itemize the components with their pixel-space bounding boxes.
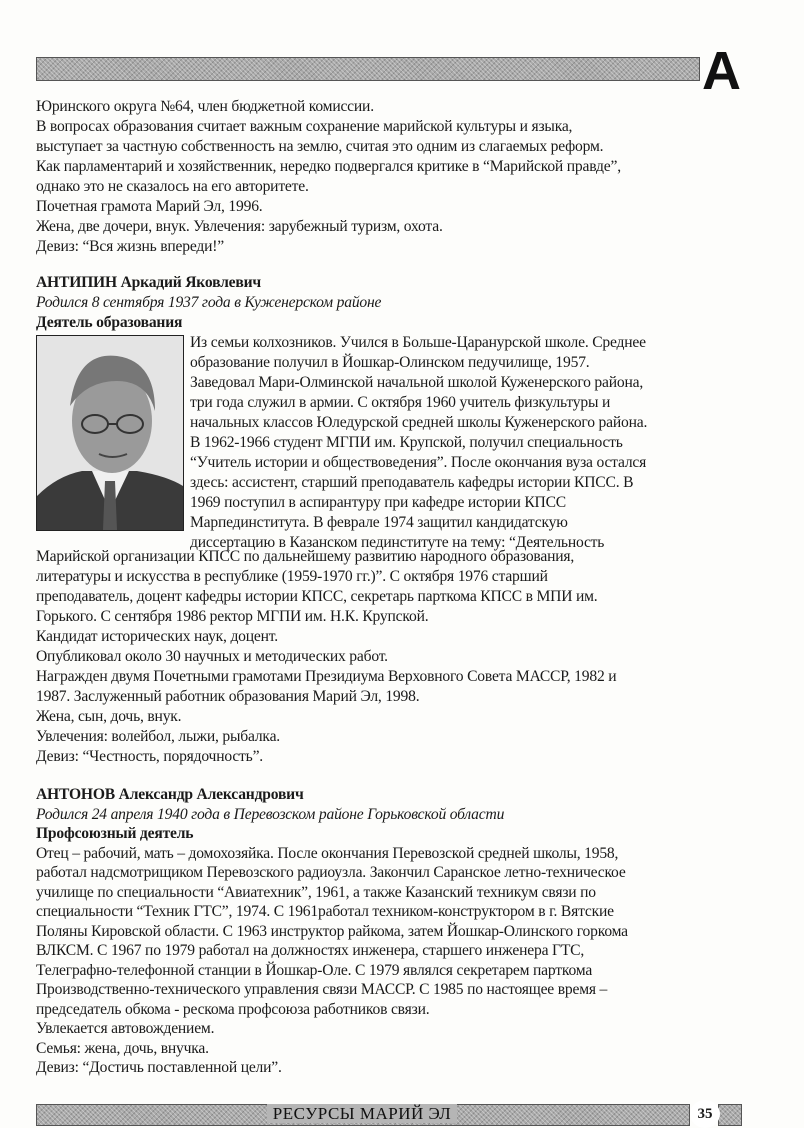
entry-role: Профсоюзный деятель bbox=[36, 825, 194, 842]
text-line: Жена, две дочери, внук. Увлечения: зарубежный туризм, охота. bbox=[36, 218, 443, 235]
text-line: Поляны Кировской области. С 1963 инструктор райкома, затем Йошкар-Олинского горкома bbox=[36, 922, 628, 940]
text-line: Кандидат исторических наук, доцент. bbox=[36, 628, 278, 645]
footer-decorative-bar-end bbox=[718, 1104, 742, 1126]
text-line: Увлечения: волейбол, лыжи, рыбалка. bbox=[36, 728, 280, 745]
entry-birth: Родился 8 сентября 1937 года в Куженерском районе bbox=[36, 294, 382, 311]
text-line: однако это не сказалось на его авторитете. bbox=[36, 178, 309, 195]
text-line: Девиз: “Достичь поставленной цели”. bbox=[36, 1059, 282, 1076]
entry-name: АНТОНОВ Александр Александрович bbox=[36, 786, 304, 803]
text-line: специальности “Техник ГТС”, 1974. С 1961работал техником-конструктором в г. Вятские bbox=[36, 903, 614, 920]
text-line: Производственно-технического управления связи МАССР. С 1985 по настоящее время – bbox=[36, 981, 608, 998]
page-number: 35 bbox=[690, 1100, 720, 1128]
text-line: три года служил в армии. С октября 1960 учитель физкультуры и bbox=[190, 394, 611, 411]
entry-antipin-beside-photo bbox=[190, 333, 647, 553]
text-line: училище по специальности “Авиатехник”, 1961, а также Казанский техникум связи по bbox=[36, 883, 596, 901]
text-line: преподаватель, доцент кафедры истории КПСС, секретарь парткома КПСС в МПИ им. bbox=[36, 588, 598, 605]
entry-antonov bbox=[36, 785, 628, 1078]
entry-name: АНТИПИН Аркадий Яковлевич bbox=[36, 274, 261, 291]
text-line: председатель обкома - рескома профсоюза работников связи. bbox=[36, 1000, 430, 1018]
text-line: 1969 поступил в аспирантуру при кафедре истории КПСС bbox=[190, 494, 567, 511]
text-line: 1987. Заслуженный работник образования Марий Эл, 1998. bbox=[36, 688, 420, 705]
text-line: Из семьи колхозников. Учился в Больше-Царанурской школе. Среднее bbox=[190, 334, 646, 351]
text-line: ВЛКСМ. С 1967 по 1979 работал на должностях инженера, старшего инженера ГТС, bbox=[36, 942, 585, 959]
text-line: Как парламентарий и хозяйственник, нередко подвергался критике в “Марийской правде”, bbox=[36, 158, 621, 175]
intro-text bbox=[36, 97, 621, 257]
entry-antipin-body bbox=[36, 547, 616, 767]
text-line: здесь: ассистент, старший преподаватель кафедры истории КПСС. В bbox=[190, 474, 634, 491]
text-line: Награжден двумя Почетными грамотами Президиума Верховного Совета МАССР, 1982 и bbox=[36, 668, 617, 685]
text-line: Марпединститута. В феврале 1974 защитил кандидатскую bbox=[190, 514, 568, 531]
text-line: литературы и искусства в республике (1959-1970 гг.)”. С октября 1976 старший bbox=[36, 568, 548, 585]
text-line: “Учитель истории и обществоведения”. После окончания вуза остался bbox=[190, 454, 647, 471]
portrait-photo bbox=[36, 335, 184, 531]
entry-role: Деятель образования bbox=[36, 314, 183, 331]
text-line: диссертацию в Казанском пединституте на тему: “Деятельность bbox=[190, 534, 605, 551]
text-line: начальных классов Юледурской средней школы Куженерского района. bbox=[190, 414, 648, 431]
text-line: Опубликовал около 30 научных и методических работ. bbox=[36, 648, 388, 665]
footer-title-text: РЕСУРСЫ МАРИЙ ЭЛ bbox=[267, 1104, 457, 1123]
text-line: Горького. С сентября 1986 ректор МГПИ им. Н.К. Крупской. bbox=[36, 608, 429, 625]
text-line: образование получил в Йошкар-Олинском педучилище, 1957. bbox=[190, 354, 590, 371]
header-decorative-bar bbox=[36, 57, 700, 81]
text-line: работал надсмотрищиком Перевозского радиоузла. Закончил Саранское летно-техническое bbox=[36, 864, 626, 881]
text-line: Отец – рабочий, мать – домохозяйка. После окончания Перевозской средней школы, 1958, bbox=[36, 844, 619, 862]
text-line: Юринского округа №64, член бюджетной комиссии. bbox=[36, 98, 374, 115]
footer-title bbox=[36, 1104, 688, 1124]
text-line: Заведовал Мари-Олминской начальной школой Куженерского района, bbox=[190, 374, 644, 391]
text-line: Жена, сын, дочь, внук. bbox=[36, 708, 182, 725]
text-line: В вопросах образования считает важным сохранение марийской культуры и языка, bbox=[36, 118, 573, 135]
entry-birth: Родился 24 апреля 1940 года в Перевозском районе Горьковской области bbox=[36, 805, 505, 823]
section-letter: А bbox=[702, 41, 741, 101]
text-line: Семья: жена, дочь, внучка. bbox=[36, 1039, 209, 1057]
entry-antipin-header bbox=[36, 273, 381, 333]
text-line: Телеграфно-телефонной станции в Йошкар-Оле. С 1979 являлся секретарем парткома bbox=[36, 961, 593, 979]
text-line: Девиз: “Честность, порядочность”. bbox=[36, 748, 264, 765]
text-line: В 1962-1966 студент МГПИ им. Крупской, получил специальность bbox=[190, 434, 623, 451]
text-line: Увлекается автовождением. bbox=[36, 1020, 215, 1037]
text-line: Марийской организации КПСС по дальнейшему развитию народного образования, bbox=[36, 548, 575, 565]
text-line: Девиз: “Вся жизнь впереди!” bbox=[36, 238, 224, 255]
text-line: выступает за частную собственность на землю, считая это одним из слагаемых реформ. bbox=[36, 138, 604, 155]
text-line: Почетная грамота Марий Эл, 1996. bbox=[36, 198, 263, 215]
